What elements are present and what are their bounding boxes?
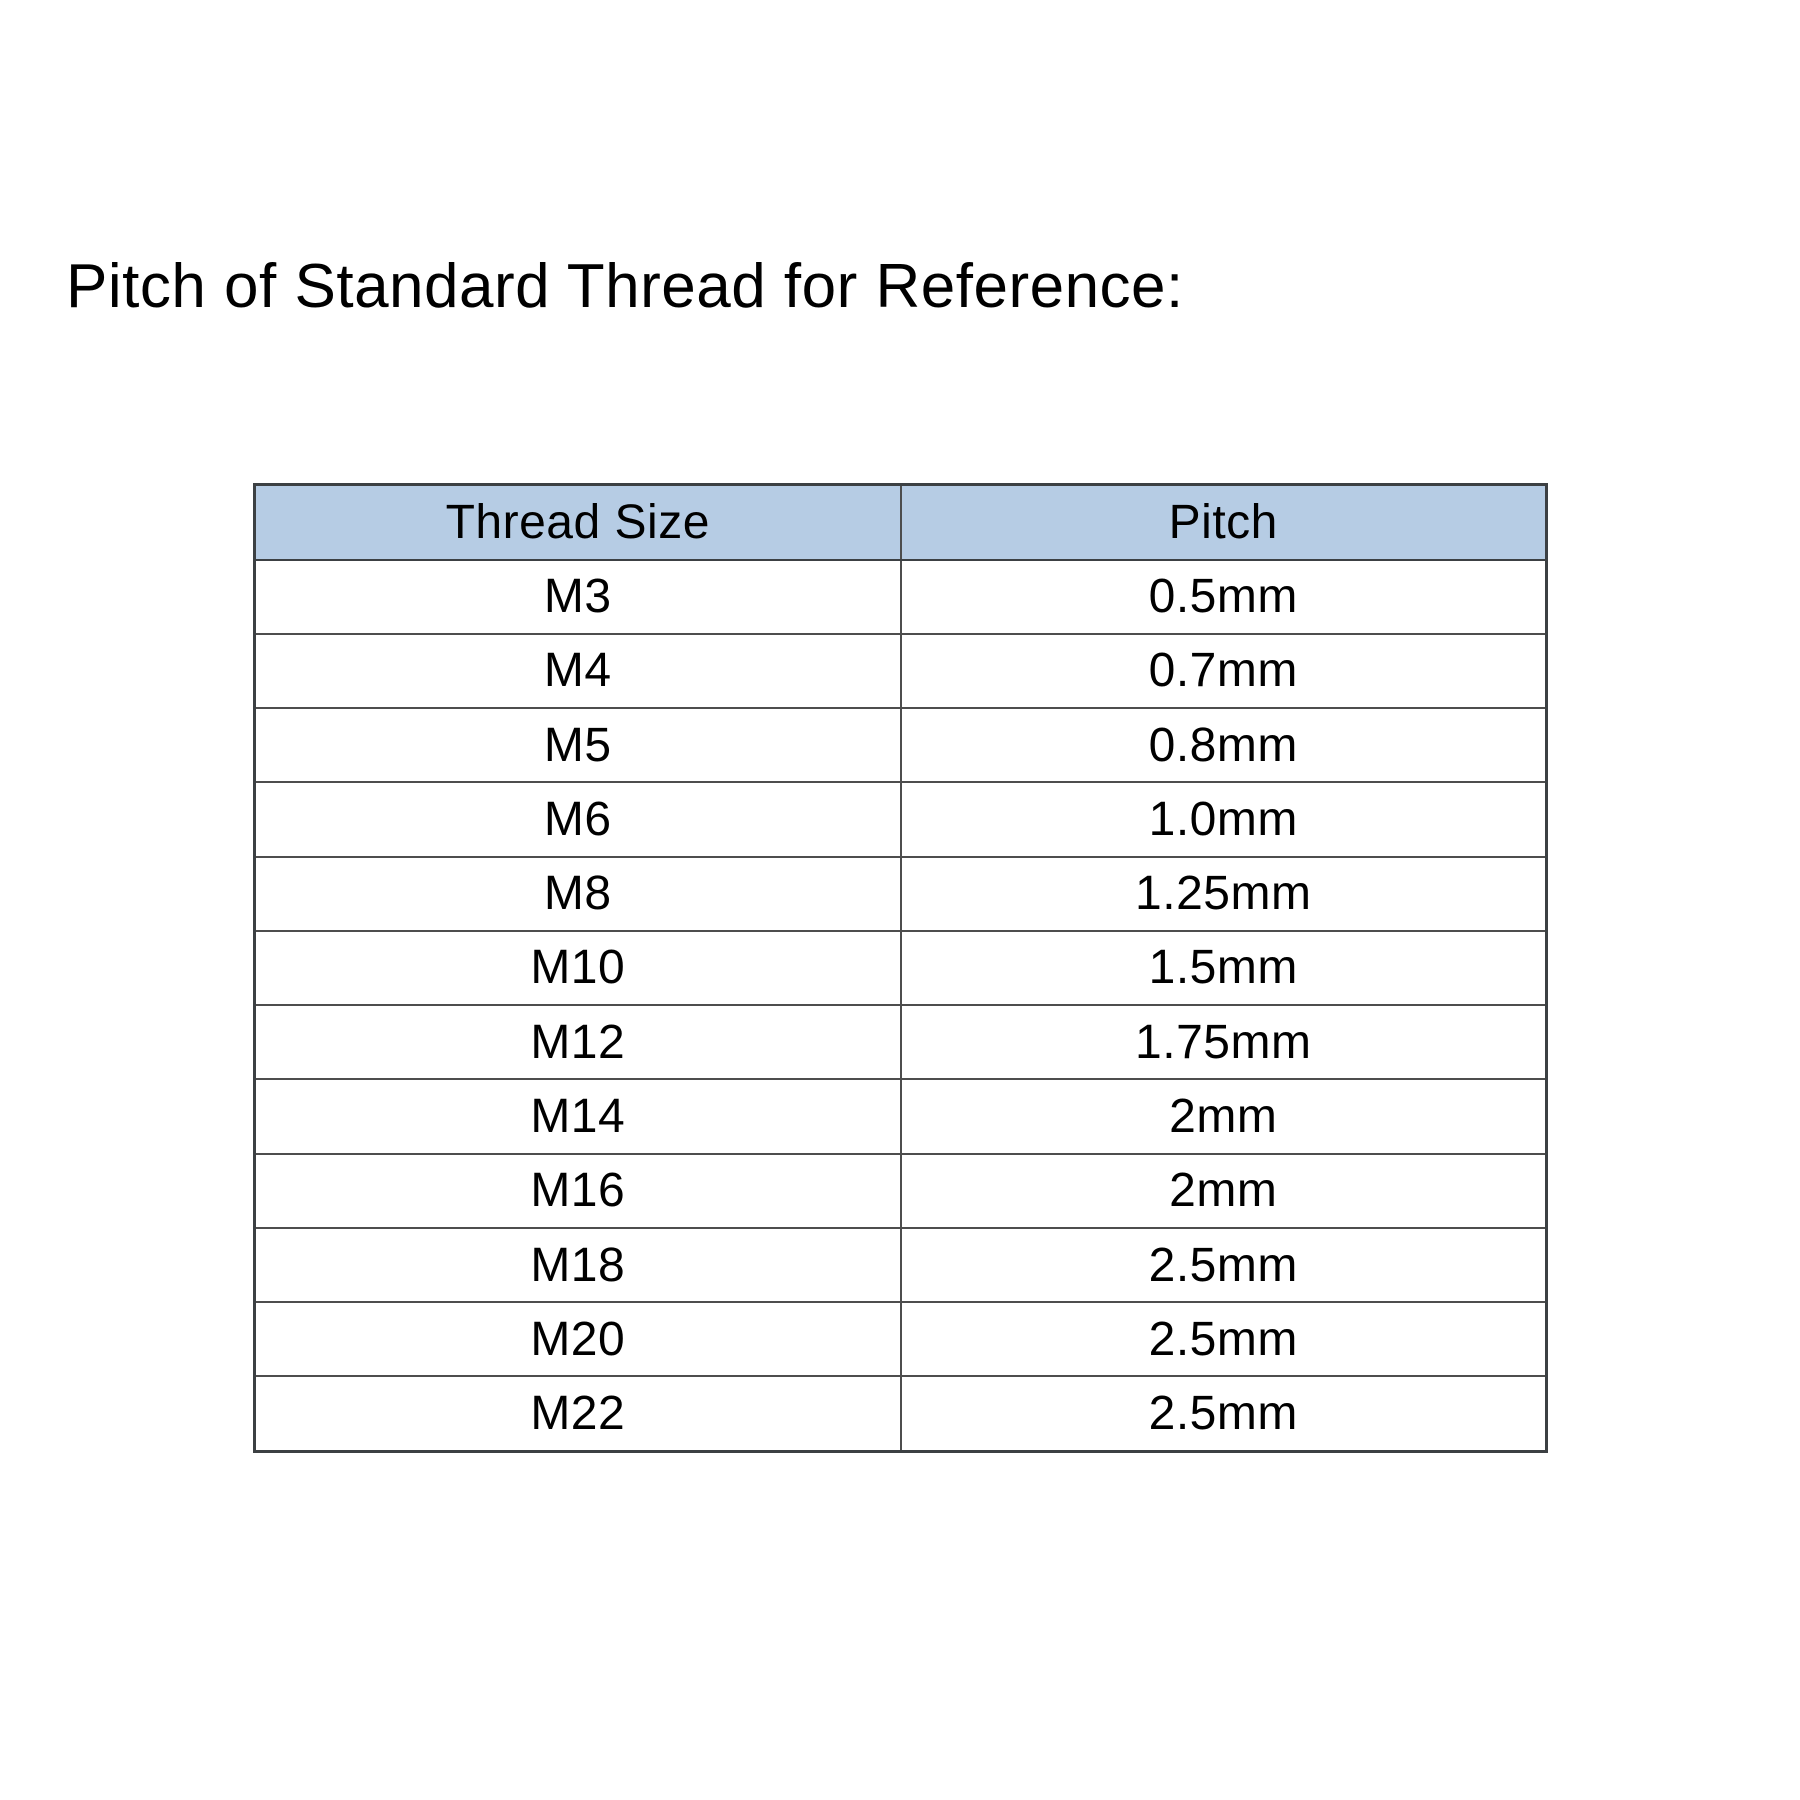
pitch-cell: 0.8mm xyxy=(901,708,1547,782)
table-row xyxy=(255,1154,1547,1228)
pitch-cell: 2.5mm xyxy=(901,1302,1547,1376)
thread-size-cell: M5 xyxy=(255,708,901,782)
table-row xyxy=(255,560,1547,634)
thread-size-cell: M14 xyxy=(255,1079,901,1153)
thread-size-cell: M16 xyxy=(255,1154,901,1228)
header-thread-size: Thread Size xyxy=(255,485,901,560)
thread-size-cell: M10 xyxy=(255,931,901,1005)
pitch-cell: 1.5mm xyxy=(901,931,1547,1005)
table-row xyxy=(255,634,1547,708)
table-row xyxy=(255,1228,1547,1302)
table-row xyxy=(255,1005,1547,1079)
thread-size-cell: M18 xyxy=(255,1228,901,1302)
page-title: Pitch of Standard Thread for Reference: xyxy=(66,252,1184,321)
table-row xyxy=(255,782,1547,856)
thread-pitch-table xyxy=(253,483,1548,1453)
pitch-cell: 2.5mm xyxy=(901,1228,1547,1302)
pitch-cell: 1.0mm xyxy=(901,782,1547,856)
table-row xyxy=(255,1079,1547,1153)
thread-size-cell: M4 xyxy=(255,634,901,708)
thread-size-cell: M12 xyxy=(255,1005,901,1079)
pitch-cell: 0.5mm xyxy=(901,560,1547,634)
pitch-cell: 2mm xyxy=(901,1079,1547,1153)
thread-size-cell: M3 xyxy=(255,560,901,634)
table-row xyxy=(255,1302,1547,1376)
pitch-cell: 1.25mm xyxy=(901,857,1547,931)
thread-size-cell: M20 xyxy=(255,1302,901,1376)
table-row xyxy=(255,1376,1547,1451)
thread-size-cell: M8 xyxy=(255,857,901,931)
table-row xyxy=(255,708,1547,782)
pitch-cell: 0.7mm xyxy=(901,634,1547,708)
table-header-row xyxy=(255,485,1547,560)
thread-size-cell: M6 xyxy=(255,782,901,856)
header-pitch: Pitch xyxy=(901,485,1547,560)
thread-size-cell: M22 xyxy=(255,1376,901,1451)
pitch-cell: 2.5mm xyxy=(901,1376,1547,1451)
pitch-cell: 1.75mm xyxy=(901,1005,1547,1079)
pitch-cell: 2mm xyxy=(901,1154,1547,1228)
table-row xyxy=(255,857,1547,931)
table-row xyxy=(255,931,1547,1005)
